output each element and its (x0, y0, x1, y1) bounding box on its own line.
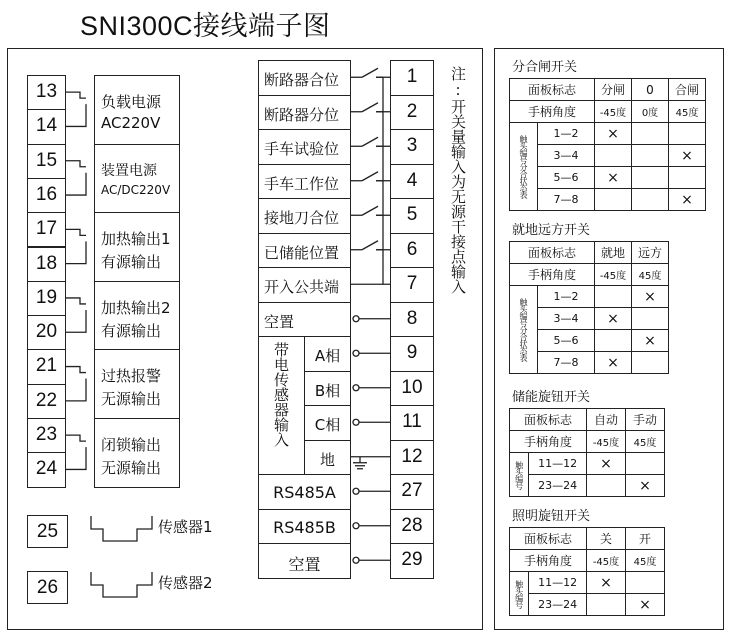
contact-id: 1—2 (538, 286, 595, 308)
switch-blade (362, 68, 378, 77)
wire-b (66, 104, 86, 126)
contact-state (669, 167, 706, 189)
contact-state (632, 352, 669, 374)
angle-value: -45度 (595, 101, 632, 123)
terminal-label: 地 (319, 450, 335, 469)
terminal-label-line1: 负载电源 (101, 93, 162, 111)
panel-label: 面板标志 (510, 242, 595, 264)
terminal-number: 29 (401, 549, 423, 570)
terminal-label-line2: AC220V (101, 114, 161, 132)
angle-value: 45度 (626, 431, 665, 453)
contact-state: × (587, 453, 626, 475)
contact-state (669, 123, 706, 145)
contact-id: 1—2 (538, 123, 595, 145)
contact-state: × (632, 286, 669, 308)
terminal-dot (353, 419, 359, 425)
terminal-number: 16 (35, 183, 58, 205)
contact-id: 11—12 (529, 572, 587, 594)
terminal-number: 7 (406, 273, 418, 294)
terminal-label-line1: 过热报警 (101, 367, 162, 386)
handle-angle-label: 手柄角度 (510, 101, 595, 123)
contact-id: 7—8 (538, 189, 595, 211)
angle-value: -45度 (587, 550, 626, 572)
contact-id: 3—4 (538, 145, 595, 167)
terminal-number: 15 (35, 149, 58, 171)
contact-state: × (595, 352, 632, 374)
position-label: 0 (632, 79, 669, 101)
contact-table-side-label: 触头编号 (514, 579, 524, 608)
terminal-dot (353, 488, 359, 494)
contact-state (587, 475, 626, 497)
terminal-label: C相 (314, 416, 341, 434)
position-label: 自动 (587, 409, 626, 431)
terminal-number: 17 (35, 218, 58, 240)
angle-value: -45度 (595, 264, 632, 286)
terminal-number: 13 (35, 81, 58, 102)
terminal-label: B相 (314, 381, 341, 400)
contact-state: × (595, 123, 632, 145)
terminal-label-line2: 有源输出 (101, 253, 162, 272)
terminal-number: 6 (406, 238, 418, 260)
switch-table (509, 241, 669, 374)
terminal-number: 10 (401, 376, 423, 398)
terminal-label-line1: 加热输出1 (101, 230, 171, 249)
sensor-number: 25 (36, 521, 59, 542)
terminal-label: 接地刀合位 (264, 209, 340, 227)
terminal-number: 18 (35, 252, 58, 274)
switch-title: 照明旋钮开关 (512, 509, 591, 524)
contact-id: 23—24 (529, 475, 587, 497)
wire-b (66, 241, 86, 263)
panel-label: 面板标志 (510, 528, 587, 550)
terminal-number: 4 (406, 169, 418, 191)
terminal-number: 1 (406, 66, 418, 87)
angle-value: 45度 (626, 550, 665, 572)
handle-angle-label: 手柄角度 (510, 550, 587, 572)
terminal-number: 22 (35, 389, 58, 411)
terminal-label: 空置 (264, 312, 295, 331)
position-label: 手动 (626, 409, 665, 431)
angle-value: 45度 (669, 101, 706, 123)
contact-state: × (669, 189, 706, 211)
terminal-number: 3 (406, 135, 418, 156)
contact-table-side-label: 触头编号分合状态表 (519, 298, 528, 361)
terminal-number: 24 (35, 458, 58, 480)
switch-blade (362, 241, 378, 250)
terminal-label: 手车工作位 (264, 174, 340, 193)
contact-state (587, 594, 626, 616)
terminal-label: 手车试验位 (264, 140, 340, 158)
terminal-dot (353, 350, 359, 356)
angle-value: -45度 (587, 431, 626, 453)
switch-blade (362, 137, 378, 146)
terminal-number: 12 (401, 445, 423, 467)
terminal-label-line2: AC/DC220V (101, 182, 171, 197)
sensor-icon-outline (91, 516, 152, 541)
contact-state (595, 330, 632, 352)
terminal-number: 14 (35, 115, 58, 137)
position-label: 合闸 (669, 79, 706, 101)
contact-state: × (669, 145, 706, 167)
panel-label: 面板标志 (510, 79, 595, 101)
terminal-dot (353, 523, 359, 529)
sensor-icon-outline (91, 572, 152, 597)
wire-b (66, 173, 86, 195)
terminal-label: A相 (314, 347, 341, 365)
contact-state (626, 572, 665, 594)
position-label: 开 (626, 528, 665, 550)
terminal-number: 19 (35, 286, 58, 308)
position-label: 远方 (632, 242, 669, 264)
sensor-label: 传感器2 (158, 574, 213, 592)
terminal-label: RS485A (273, 483, 336, 502)
contact-state: × (626, 475, 665, 497)
switch-blade (362, 103, 378, 112)
terminal-label: RS485B (273, 517, 336, 537)
contact-state (632, 308, 669, 330)
wire-b (66, 447, 86, 469)
terminal-number: 20 (35, 321, 58, 343)
wire-a (66, 435, 86, 441)
terminal-label: 断路器分位 (264, 105, 340, 124)
switch-table (509, 408, 665, 497)
switch-table (509, 527, 665, 616)
switch-blade (362, 172, 378, 181)
terminal-number: 21 (35, 355, 58, 377)
wire-a (66, 298, 86, 304)
terminal-number: 5 (406, 204, 418, 225)
handle-angle-label: 手柄角度 (510, 264, 595, 286)
contact-id: 7—8 (538, 352, 595, 374)
contact-state (632, 189, 669, 211)
contact-state (595, 145, 632, 167)
sensor-number: 26 (36, 577, 59, 598)
terminal-number: 9 (406, 342, 418, 363)
switch-table (509, 78, 706, 211)
contact-state (632, 123, 669, 145)
terminal-label-line2: 无源输出 (101, 459, 162, 477)
terminal-number: 11 (402, 411, 422, 432)
terminal-label-line2: 无源输出 (101, 390, 162, 409)
terminal-number: 27 (401, 480, 423, 501)
terminal-label: 开入公共端 (264, 278, 340, 296)
terminal-dot (353, 316, 359, 322)
contact-table-side-label: 触头编号分合状态表 (519, 135, 528, 198)
contact-id: 11—12 (529, 453, 587, 475)
wire-a (66, 229, 86, 235)
contact-table-side-label: 触头编号 (514, 460, 524, 489)
contact-state (595, 286, 632, 308)
position-label: 分闸 (595, 79, 632, 101)
contact-state: × (632, 330, 669, 352)
switch-blade (362, 206, 378, 215)
terminal-dot (353, 557, 359, 563)
terminal-label-line1: 加热输出2 (101, 298, 171, 317)
page-title: SNI300C接线端子图 (80, 11, 331, 41)
wire-a (66, 367, 86, 373)
contact-state: × (595, 308, 632, 330)
terminal-label: 断路器合位 (264, 71, 340, 89)
contact-state: × (595, 167, 632, 189)
sensor-input-label: 带电传感器输入 (272, 342, 290, 447)
switch-title: 分合闸开关 (512, 60, 578, 75)
terminal-label-line2: 有源输出 (101, 321, 162, 340)
wire-a (66, 161, 86, 167)
contact-state: × (626, 594, 665, 616)
terminal-number: 8 (406, 307, 418, 329)
wire-a (66, 92, 86, 98)
terminal-label-line1: 闭锁输出 (101, 436, 162, 454)
terminal-number: 2 (406, 100, 418, 122)
switch-title: 就地远方开关 (512, 223, 591, 238)
angle-value: 45度 (632, 264, 669, 286)
handle-angle-label: 手柄角度 (510, 431, 587, 453)
wire-b (66, 379, 86, 401)
angle-value: 0度 (632, 101, 669, 123)
position-label: 关 (587, 528, 626, 550)
note-text: 注:开关量输入为无源干接点输入 (449, 66, 467, 294)
contact-id: 23—24 (529, 594, 587, 616)
sensor-label: 传感器1 (158, 518, 213, 536)
contact-state (632, 167, 669, 189)
contact-state (626, 453, 665, 475)
contact-id: 5—6 (538, 167, 595, 189)
terminal-dot (353, 385, 359, 391)
contact-state: × (587, 572, 626, 594)
position-label: 就地 (595, 242, 632, 264)
wire-b (66, 310, 86, 332)
contact-id: 5—6 (538, 330, 595, 352)
terminal-number: 28 (401, 514, 423, 536)
switch-title: 储能旋钮开关 (512, 390, 591, 405)
contact-state (595, 189, 632, 211)
terminal-label: 空置 (288, 555, 321, 574)
terminal-label-line1: 装置电源 (101, 162, 157, 179)
terminal-label: 已储能位置 (264, 243, 340, 262)
contact-id: 3—4 (538, 308, 595, 330)
terminal-number: 23 (35, 424, 58, 445)
contact-state (632, 145, 669, 167)
panel-label: 面板标志 (510, 409, 587, 431)
